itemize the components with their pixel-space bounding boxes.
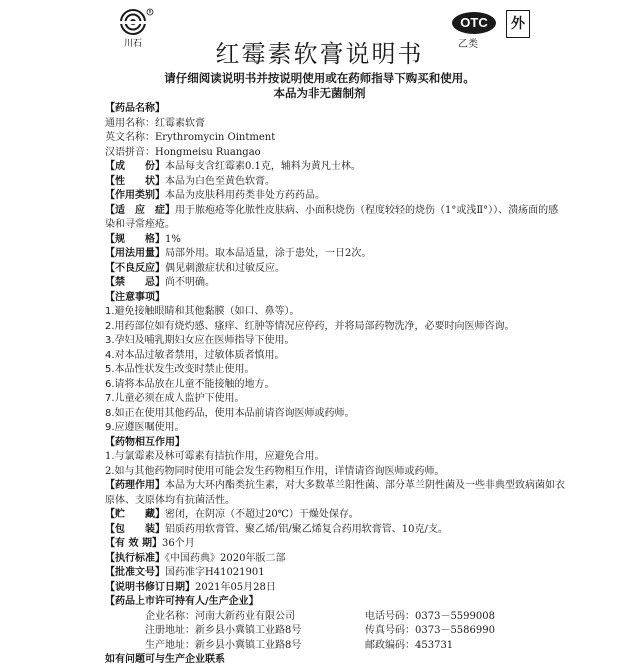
storage-row — [105, 508, 565, 523]
usage-label: 【用法用量】 — [105, 248, 165, 259]
packaging-row — [105, 523, 565, 538]
composition-label: 【成 份】 — [105, 161, 165, 172]
category-value: 本品为皮肤科用药类非处方药药品。 — [165, 190, 325, 201]
reg-address-label: 注册地址： — [145, 625, 195, 636]
reg-address-row — [105, 624, 565, 639]
precautions-heading: 【注意事项】 — [105, 291, 165, 303]
revision-value: 2021年05月28日 — [195, 581, 276, 593]
svg-text:R: R — [148, 9, 152, 15]
precaution-item: 3.孕妇及哺乳期妇女应在医师指导下使用。 — [105, 335, 295, 346]
external-use-badge: 外 — [506, 10, 530, 38]
usage-row — [105, 247, 565, 262]
standard-value: 《中国药典》2020年版二部 — [165, 552, 286, 564]
contra-row — [105, 276, 565, 291]
postcode-label: 邮政编码： — [365, 639, 415, 651]
otc-badge: OTC — [452, 12, 496, 34]
standard-label: 【执行标准】 — [105, 552, 165, 564]
validity-label: 【有 效 期】 — [105, 538, 162, 549]
revision-label: 【说明书修订日期】 — [105, 581, 195, 593]
pharmacology-value: 本品为大环内酯类抗生素，对大多数革兰阳性菌、部分革兰阴性菌及一些非典型致病菌如衣原体、支原体均有抗菌活性。 — [105, 480, 565, 506]
reg-address-value: 新乡县小冀镇工业路8号 — [195, 625, 302, 636]
prod-address-row — [105, 639, 565, 654]
footer-contact: 如有问题可与生产企业联系 — [105, 654, 225, 665]
holder-heading: 【药品上市许可持有人/生产企业】 — [105, 596, 259, 607]
composition-value: 本品每支含红霉素0.1克，辅料为黄凡士林。 — [165, 161, 361, 172]
phone-value: 0373－5599008 — [415, 610, 495, 622]
generic-name: 通用名称：红霉素软膏 — [105, 117, 205, 129]
standard-row — [105, 552, 565, 567]
sterility-notice: 本品为非无菌制剂 — [273, 86, 366, 100]
fax-value: 0373－5586990 — [415, 625, 495, 636]
pharmacology-label: 【药理作用】 — [105, 480, 165, 491]
precaution-item: 7.儿童必须在成人监护下使用。 — [105, 393, 245, 404]
interaction-item: 1.与氯霉素及林可霉素有拮抗作用，应避免合用。 — [105, 451, 325, 462]
approval-label: 【批准文号】 — [105, 567, 165, 578]
revision-row — [105, 581, 565, 596]
storage-label: 【贮 藏】 — [105, 509, 165, 520]
appearance-row — [105, 175, 565, 190]
page-title: 红霉素软膏说明书 — [215, 40, 424, 68]
prod-address-value: 新乡县小冀镇工业路8号 — [195, 639, 302, 651]
packaging-value: 铝质药用软膏管、聚乙烯/铝/聚乙烯复合药用软膏管、10克/支。 — [165, 523, 448, 535]
logo-text: 川石 — [123, 39, 143, 48]
adverse-label: 【不良反应】 — [105, 262, 165, 274]
company-label: 企业名称： — [145, 610, 195, 622]
company-row — [105, 610, 565, 625]
precaution-item: 8.如正在使用其他药品，使用本品前请咨询医师或药师。 — [105, 407, 355, 419]
precaution-item: 9.应遵医嘱使用。 — [105, 422, 185, 433]
phone-label: 电话号码： — [365, 610, 415, 622]
validity-value: 36个月 — [161, 538, 195, 549]
validity-row — [105, 537, 565, 552]
precaution-item: 5.本品性状发生改变时禁止使用。 — [105, 364, 255, 375]
spec-value: 1% — [165, 233, 181, 245]
category-row — [105, 189, 565, 204]
postcode-value: 453731 — [415, 639, 454, 651]
precaution-item: 2.用药部位如有烧灼感、瘙痒、红肿等情况应停药，并将局部药物洗净，必要时向医师咨询。 — [105, 320, 515, 332]
spec-row — [105, 233, 565, 248]
indication-row — [105, 204, 565, 233]
spec-label: 【规 格】 — [105, 233, 165, 245]
indication-label: 【适 应 症】 — [105, 204, 175, 216]
pinyin-name: 汉语拼音：Hongmeisu Ruangao — [105, 146, 261, 158]
company-value: 河南大新药业有限公司 — [195, 610, 295, 622]
usage-notice: 请仔细阅读说明书并按说明使用或在药师指导下购买和使用。 — [164, 71, 475, 85]
otc-category: 乙类 — [458, 39, 478, 50]
contra-label: 【禁 忌】 — [105, 277, 165, 288]
appearance-label: 【性 状】 — [105, 175, 165, 187]
contra-value: 尚不明确。 — [165, 277, 215, 288]
interactions-heading: 【药物相互作用】 — [105, 436, 185, 448]
fax-label: 传真号码： — [365, 625, 415, 636]
packaging-label: 【包 装】 — [105, 523, 165, 535]
usage-value: 局部外用。取本品适量，涂于患处，一日2次。 — [165, 248, 372, 259]
indication-value: 用于脓疱疮等化脓性皮肤病、小面积烧伤（程度较轻的烧伤（1°或浅Ⅱ°））、溃疡面的感染和寻常痤疮。 — [105, 204, 559, 230]
composition-row — [105, 160, 565, 175]
adverse-value: 偶见刺激症状和过敏反应。 — [165, 262, 285, 274]
prod-address-label: 生产地址： — [145, 639, 195, 651]
adverse-row — [105, 262, 565, 277]
drug-name-heading: 【药品名称】 — [105, 103, 165, 114]
interaction-item: 2.如与其他药物同时使用可能会发生药物相互作用，详情请咨询医师或药师。 — [105, 465, 445, 477]
english-name: 英文名称：Erythromycin Ointment — [105, 132, 276, 143]
precaution-item: 1.避免接触眼睛和其他黏膜（如口、鼻等）。 — [105, 306, 300, 317]
pharmacology-row — [105, 479, 565, 508]
approval-value: 国药准字H41021901 — [165, 567, 265, 578]
category-label: 【作用类别】 — [105, 190, 165, 201]
storage-value: 密闭，在阴凉（不超过20℃）干燥处保存。 — [165, 509, 359, 520]
precaution-item: 4.对本品过敏者禁用，过敏体质者慎用。 — [105, 349, 285, 361]
precaution-item: 6.请将本品放在儿童不能接触的地方。 — [105, 378, 275, 390]
appearance-value: 本品为白色至黄色软膏。 — [165, 175, 275, 187]
leaflet-body — [105, 102, 565, 668]
approval-row — [105, 566, 565, 581]
